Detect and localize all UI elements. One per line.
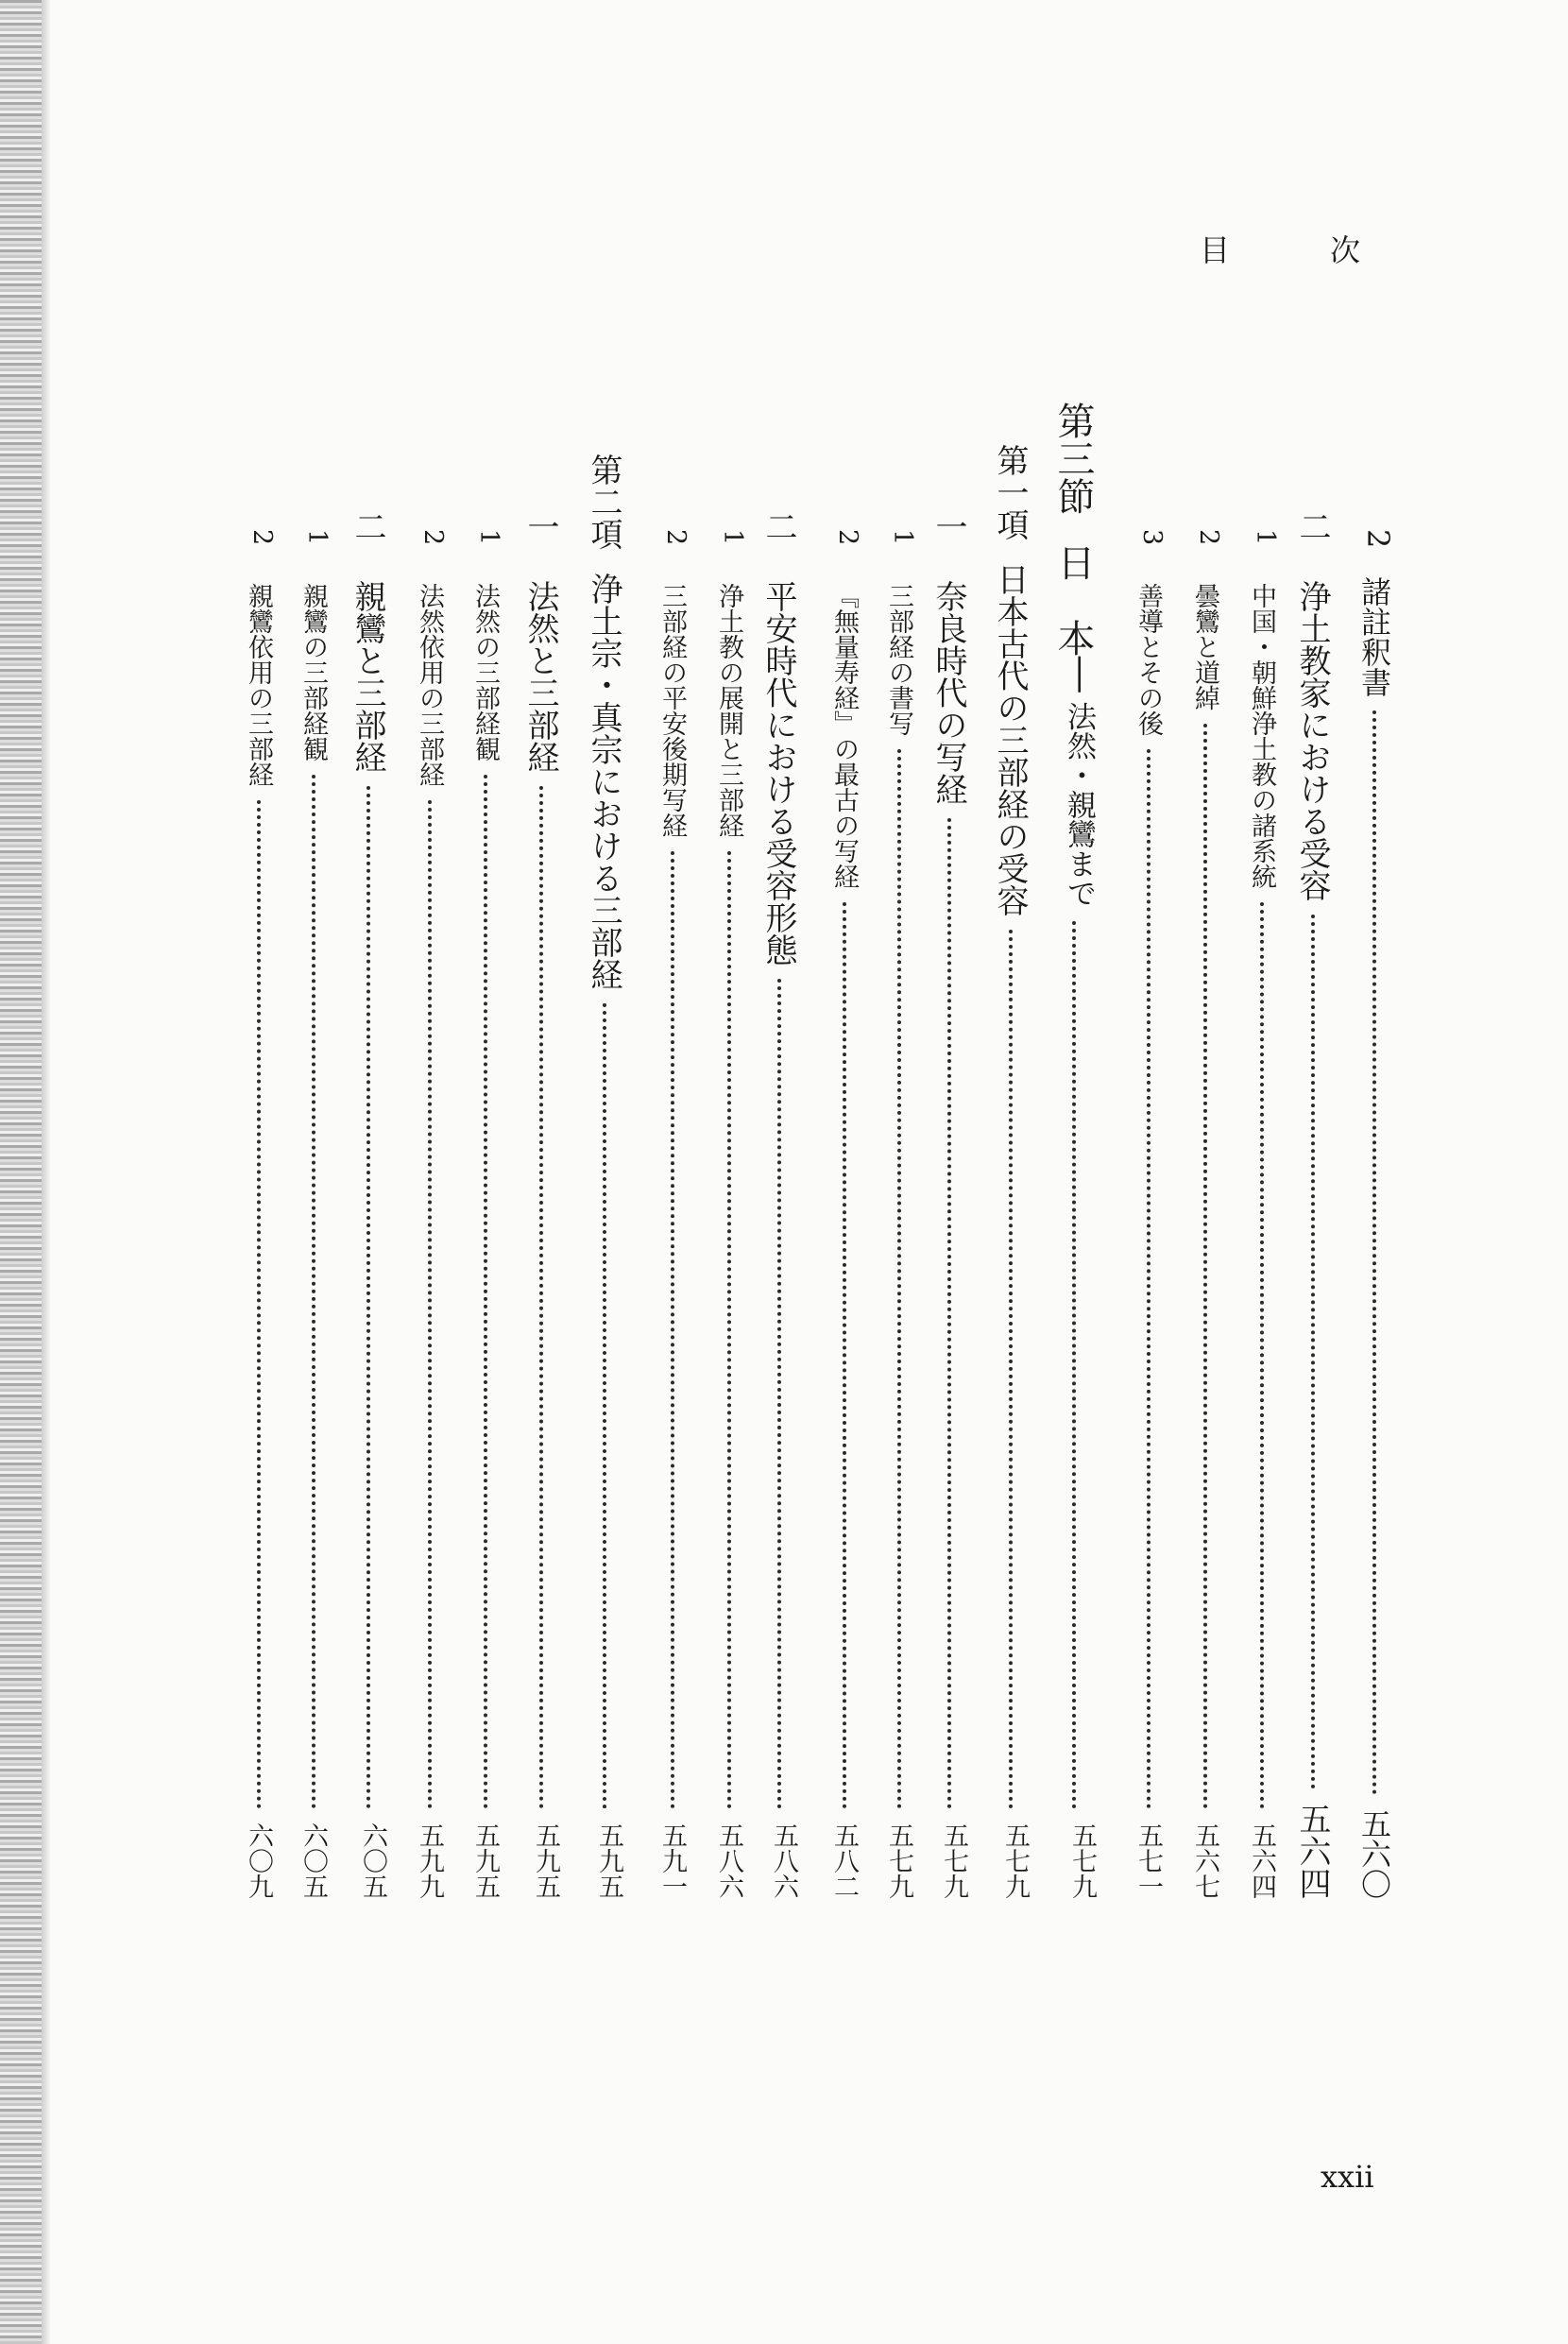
dot-leader: [777, 979, 781, 1809]
toc-entry-page: 五七九: [1000, 1822, 1030, 1899]
toc-entry-marker: 2: [833, 529, 862, 546]
toc-entry[interactable]: [345, 510, 391, 1899]
toc-entry-page: 五八六: [769, 1822, 798, 1899]
toc-entry[interactable]: [1047, 402, 1100, 1899]
dot-leader: [312, 775, 315, 1809]
toc-entry[interactable]: [826, 529, 862, 1899]
toc-entry-page: 五九一: [657, 1822, 687, 1899]
toc-entry-page: 五九九: [415, 1822, 444, 1899]
dot-leader: [366, 786, 370, 1809]
dot-leader: [843, 902, 846, 1809]
toc-entry-page: 五六四: [1293, 1803, 1331, 1899]
toc-entry-title: 奈良時代の写経: [929, 580, 967, 805]
dot-leader: [727, 851, 731, 1809]
toc-entry-marker: 1: [474, 529, 503, 546]
toc-entry-marker: 2: [247, 529, 277, 546]
toc-entry[interactable]: [295, 529, 332, 1899]
toc-entry[interactable]: [926, 510, 972, 1899]
header-right-char: 次: [1329, 232, 1360, 268]
toc-entry-page: 六〇五: [298, 1822, 328, 1899]
dot-leader: [1260, 902, 1264, 1809]
toc-entry-marker: 1: [718, 529, 747, 546]
toc-entry-title: 曇鸞と道綽: [1190, 583, 1219, 711]
toc-entry-title: 親鸞依用の三部経: [244, 583, 273, 788]
toc-entry-page: 五九五: [470, 1822, 500, 1899]
toc-entry-page: 六〇五: [358, 1822, 387, 1899]
toc-entry[interactable]: [1353, 529, 1396, 1899]
dot-leader: [603, 1003, 606, 1809]
dot-leader: [947, 818, 951, 1809]
toc-entry-page: 六〇九: [244, 1822, 273, 1899]
toc-entry-page: 五八六: [714, 1822, 743, 1899]
dot-leader: [897, 749, 901, 1809]
dot-leader: [1203, 724, 1207, 1809]
toc-entry-marker: 1: [1251, 529, 1280, 546]
toc-entry-page: 五六七: [1190, 1822, 1219, 1899]
toc-entry-marker: 二: [349, 510, 386, 542]
toc-entry-subtitle: ── 法然・親鸞まで: [1062, 657, 1096, 908]
toc-entry[interactable]: [756, 510, 802, 1899]
toc-entry-title: 三部経の書写: [884, 583, 913, 737]
toc-entry-page: 五九五: [594, 1822, 623, 1899]
toc-entry-title: 法然依用の三部経: [415, 583, 444, 788]
toc-entry-page: 五七九: [1067, 1822, 1097, 1899]
toc-entry-marker: 1: [888, 529, 917, 546]
header-left-char: 目: [1200, 232, 1231, 268]
toc-entry-page: 五七九: [939, 1822, 968, 1899]
toc-entry-marker: 二: [759, 510, 797, 542]
toc-entry-title: 法然の三部経観: [470, 583, 500, 762]
toc-entry-marker: 一: [521, 510, 559, 542]
toc-entry-page: 五九五: [531, 1822, 560, 1899]
toc-entry-marker: 第一項: [991, 444, 1029, 540]
toc-entry-title: 善導とその後: [1133, 583, 1163, 737]
toc-entry-title: 浄土宗・真宗における三部経: [585, 573, 622, 990]
dot-leader: [1311, 915, 1315, 1789]
toc-entry[interactable]: [880, 529, 917, 1899]
toc-entry-marker: 3: [1137, 529, 1167, 546]
toc-entry-page: 五六四: [1247, 1822, 1276, 1899]
dot-leader: [539, 786, 543, 1809]
toc-entry-marker: 2: [418, 529, 448, 546]
toc-entry[interactable]: [467, 529, 503, 1899]
toc-entry-page: 五七九: [884, 1822, 913, 1899]
toc-entry-page: 五六〇: [1356, 1808, 1392, 1899]
toc-entry-title: 親鸞と三部経: [349, 580, 386, 773]
toc-entry-title: 浄土教家における受容: [1293, 580, 1331, 901]
toc-entry-marker: 2: [1360, 529, 1396, 549]
toc-entry-title: 『無量寿経』の最古の写経: [829, 583, 859, 890]
dot-leader: [257, 800, 261, 1809]
toc-entry-title: 中国・朝鮮浄土教の諸系統: [1247, 583, 1276, 890]
toc-entry-marker: 1: [302, 529, 332, 546]
toc-entry-page: 五七一: [1133, 1822, 1163, 1899]
toc-entry-title: 親鸞の三部経観: [298, 583, 328, 762]
toc-entry-marker: 第三節: [1051, 402, 1095, 515]
dot-leader: [1072, 921, 1076, 1809]
toc-entry[interactable]: [1289, 510, 1336, 1899]
toc-entry-title: 日 本: [1051, 543, 1095, 657]
toc-entry-title: 法然と三部経: [521, 580, 559, 773]
toc-entry[interactable]: [987, 444, 1033, 1899]
toc-entry-page: 五八二: [829, 1822, 859, 1899]
dot-leader: [484, 775, 487, 1809]
toc-entry-title: 三部経の平安後期写経: [657, 583, 687, 839]
page-number: xxii: [1321, 2159, 1374, 2195]
toc-entry-marker: 2: [661, 529, 690, 546]
toc-entry[interactable]: [411, 529, 448, 1899]
dot-leader: [671, 851, 674, 1809]
dot-leader: [1009, 930, 1013, 1809]
toc-entry-marker: 二: [1293, 510, 1331, 542]
toc-entry-title: 浄土教の展開と三部経: [714, 583, 743, 839]
toc-entry[interactable]: [1130, 529, 1167, 1899]
toc-entry[interactable]: [581, 453, 627, 1899]
toc-entry-marker: 2: [1194, 529, 1223, 546]
toc-entry[interactable]: [518, 510, 564, 1899]
toc-entry[interactable]: [654, 529, 690, 1899]
toc-entry[interactable]: [1243, 529, 1280, 1899]
toc-entry-title: 平安時代における受容形態: [759, 580, 797, 966]
dot-leader: [428, 800, 432, 1809]
dot-leader: [1372, 710, 1376, 1795]
dot-leader: [1147, 749, 1150, 1809]
toc-entry-title: 諸註釈書: [1356, 576, 1392, 698]
toc-entry-marker: 一: [929, 510, 967, 542]
toc-entry[interactable]: [1186, 529, 1223, 1899]
toc-entry-marker: 第二項: [585, 453, 622, 550]
toc-entry[interactable]: [710, 529, 747, 1899]
toc-entry[interactable]: [240, 529, 277, 1899]
toc-entry-title: 日本古代の三部経の受容: [991, 563, 1029, 916]
